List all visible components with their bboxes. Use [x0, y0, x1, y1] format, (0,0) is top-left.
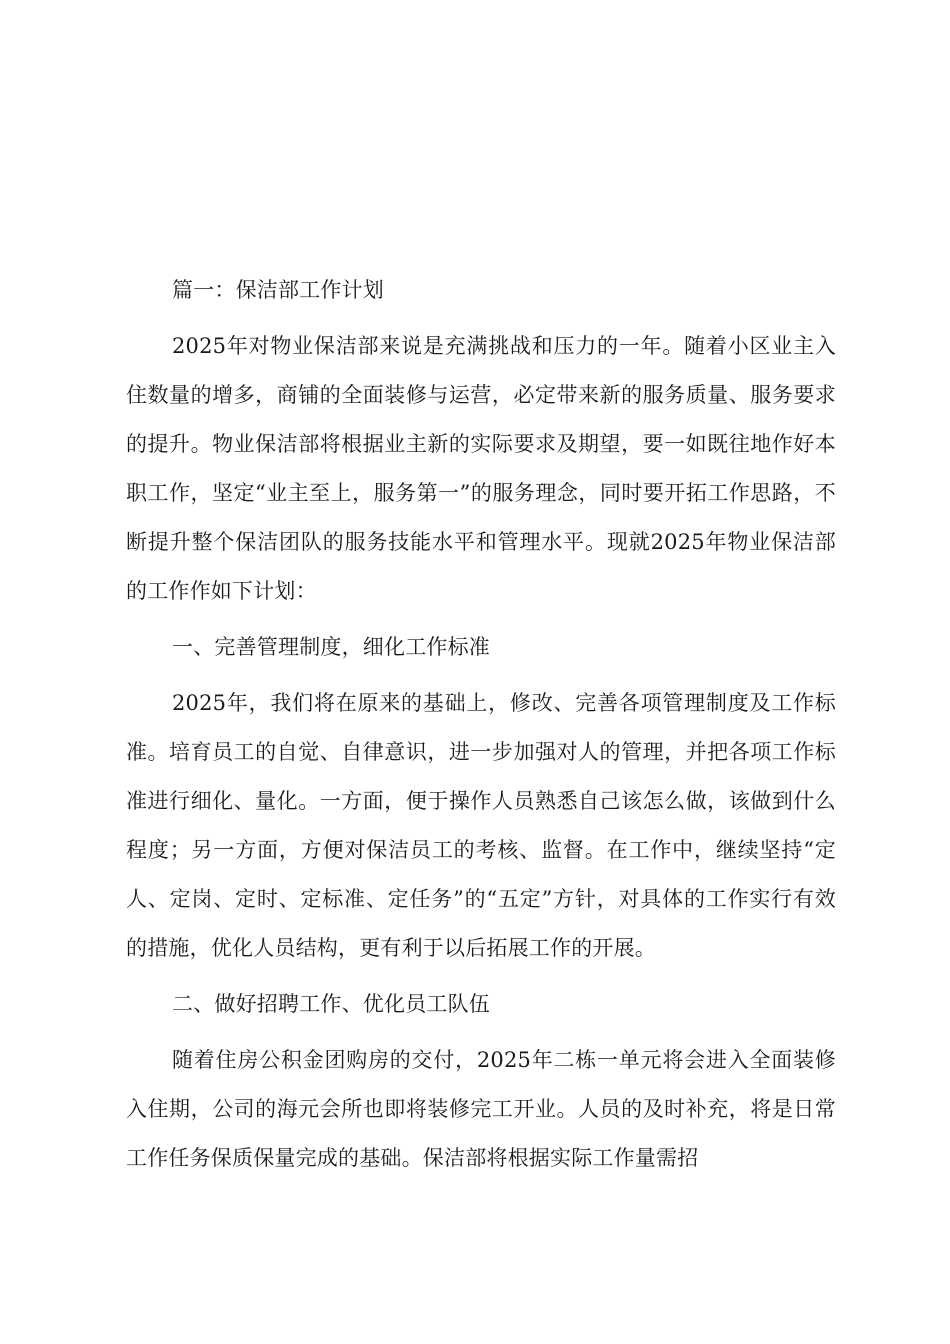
- section-heading-1: 一、完善管理制度，细化工作标准: [172, 635, 490, 659]
- paragraph-intro: 2025年对物业保洁部来说是充满挑战和压力的一年。随着小区业主入住数量的增多，商铺的全面装修与运营，必定带来新的服务质量、服务要求的提升。物业保洁部将根据业主新的实际要求及期望，要一如既往地作好本职工作，坚定“业主至上，服务第一”的服务理念，同时要开拓工作思路，不断提升整个保洁团队的服务技能水平和管理水平。现就2025年物业保洁部的工作作如下计划：: [126, 334, 836, 603]
- section-heading-2: 二、做好招聘工作、优化员工队伍: [172, 992, 490, 1016]
- document-body: [126, 266, 836, 1190]
- paragraph-section-2: 随着住房公积金团购房的交付，2025年二栋一单元将会进入全面装修入住期，公司的海元会所也即将装修完工开业。人员的及时补充，将是日常工作任务保质保量完成的基础。保洁部将根据实际工作量需招: [126, 1048, 836, 1170]
- paragraph-section-1: 2025年，我们将在原来的基础上，修改、完善各项管理制度及工作标准。培育员工的自觉、自律意识，进一步加强对人的管理，并把各项工作标准进行细化、量化。一方面，便于操作人员熟悉自己该怎么做，该做到什么程度；另一方面，方便对保洁员工的考核、监督。在工作中，继续坚持“定人、定岗、定时、定标准、定任务”的“五定”方针，对具体的工作实行有效的措施，优化人员结构，更有利于以后拓展工作的开展。: [126, 691, 836, 960]
- document-title: 篇一：保洁部工作计划: [172, 278, 384, 302]
